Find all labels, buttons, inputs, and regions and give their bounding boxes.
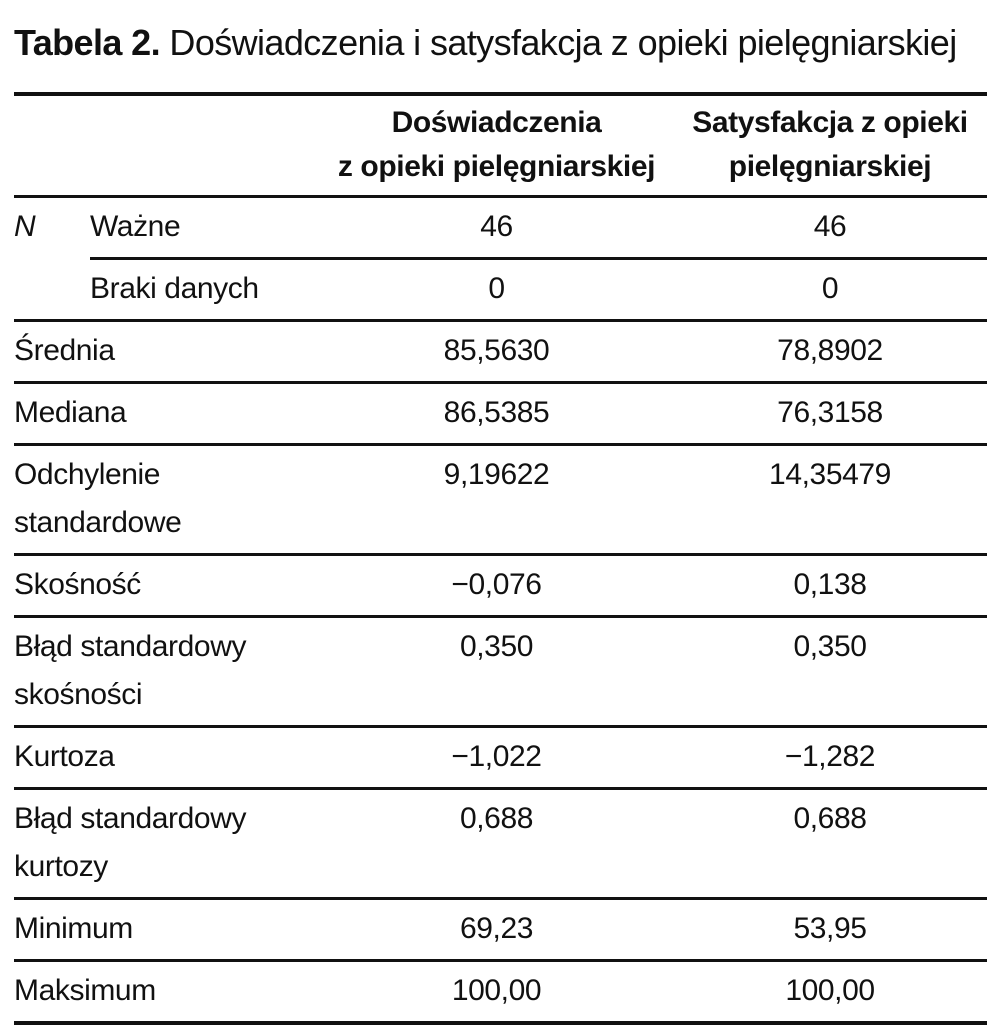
table-row-kurtosis [14, 727, 987, 789]
column-header-satisfaction-line2: pielęgniarskiej [728, 150, 932, 183]
value-satisfaction-skewness: 0,138 [673, 555, 987, 617]
value-satisfaction-std-deviation: 14,35479 [673, 445, 987, 555]
column-header-experiences-line1: Doświadczenia [391, 106, 602, 139]
row-label-median: Mediana [14, 383, 320, 445]
value-satisfaction-std-error-skewness: 0,350 [673, 617, 987, 727]
table-row-n-valid [14, 197, 987, 259]
table-row-mean [14, 321, 987, 383]
table-row-std-deviation [14, 445, 987, 555]
table-caption-number: Tabela 2. [14, 22, 161, 63]
row-label-mean: Średnia [14, 321, 320, 383]
value-experiences-std-error-kurtosis: 0,688 [320, 789, 673, 899]
header-row [14, 94, 987, 197]
value-experiences-maximum: 100,00 [320, 961, 673, 1024]
header-spacer [14, 94, 320, 197]
value-experiences-skewness: −0,076 [320, 555, 673, 617]
column-header-satisfaction [673, 94, 987, 197]
value-experiences-kurtosis: −1,022 [320, 727, 673, 789]
value-experiences-valid: 46 [320, 197, 673, 259]
column-header-experiences [320, 94, 673, 197]
value-experiences-std-deviation: 9,19622 [320, 445, 673, 555]
table-row-maximum [14, 961, 987, 1024]
row-label-minimum: Minimum [14, 899, 320, 961]
table-row-minimum [14, 899, 987, 961]
value-satisfaction-median: 76,3158 [673, 383, 987, 445]
row-label-valid: Ważne [90, 197, 320, 259]
row-label-skewness: Skośność [14, 555, 320, 617]
row-label-kurtosis: Kurtoza [14, 727, 320, 789]
row-label-missing: Braki danych [90, 259, 320, 321]
column-header-experiences-line2: z opieki pielęgniarskiej [337, 150, 656, 183]
row-label-std-error-skewness: Błąd standardowy skośności [14, 617, 320, 727]
value-satisfaction-missing: 0 [673, 259, 987, 321]
row-group-n: N [14, 197, 90, 321]
value-experiences-std-error-skewness: 0,350 [320, 617, 673, 727]
row-label-std-error-kurtosis: Błąd standardowy kurtozy [14, 789, 320, 899]
value-experiences-mean: 85,5630 [320, 321, 673, 383]
value-experiences-median: 86,5385 [320, 383, 673, 445]
value-satisfaction-std-error-kurtosis: 0,688 [673, 789, 987, 899]
value-satisfaction-mean: 78,8902 [673, 321, 987, 383]
table-row-median [14, 383, 987, 445]
value-experiences-missing: 0 [320, 259, 673, 321]
value-satisfaction-kurtosis: −1,282 [673, 727, 987, 789]
column-header-satisfaction-line1: Satysfakcja z opieki [692, 106, 968, 139]
table-row-std-error-skewness [14, 617, 987, 727]
table-caption-text: Doświadczenia i satysfakcja z opieki pielęgniarskiej [160, 22, 957, 63]
table-row-std-error-kurtosis [14, 789, 987, 899]
value-experiences-minimum: 69,23 [320, 899, 673, 961]
table-caption [14, 22, 987, 64]
value-satisfaction-valid: 46 [673, 197, 987, 259]
row-label-maximum: Maksimum [14, 961, 320, 1024]
value-satisfaction-minimum: 53,95 [673, 899, 987, 961]
table-row-n-missing [14, 259, 987, 321]
row-label-std-deviation: Odchylenie standardowe [14, 445, 320, 555]
value-satisfaction-maximum: 100,00 [673, 961, 987, 1024]
table-row-skewness [14, 555, 987, 617]
statistics-table [14, 92, 987, 1025]
